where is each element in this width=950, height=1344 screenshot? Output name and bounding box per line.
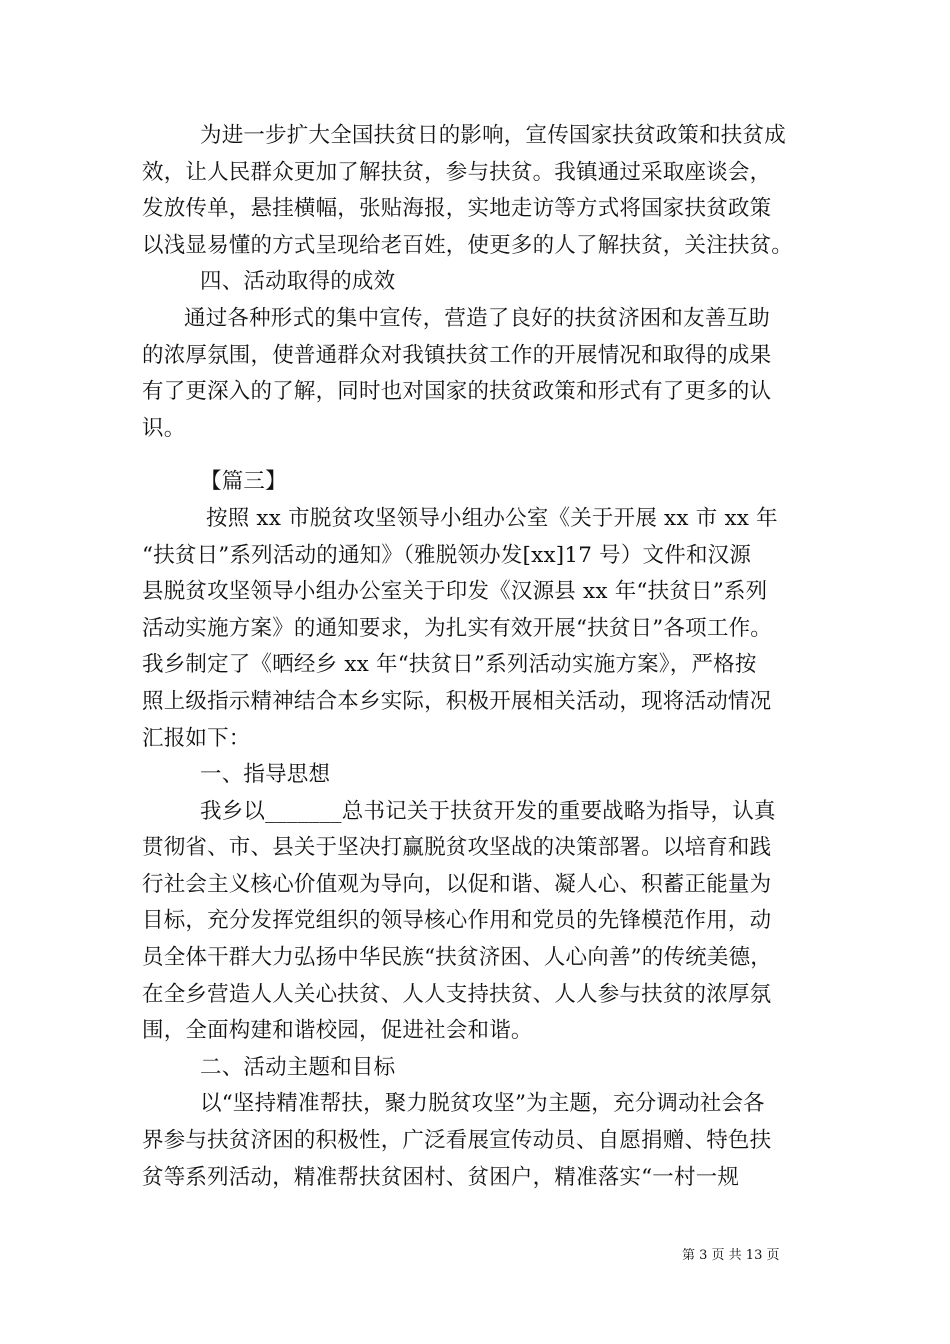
paragraph-line: “扶贫日”系列活动的通知》（雅脱领办发[xx]17 号）文件和汉源	[142, 542, 752, 568]
paragraph-line: 通过各种形式的集中宣传，营造了良好的扶贫济困和友善互助	[184, 305, 770, 331]
page-number: 第 3 页 共 13 页	[682, 1248, 780, 1263]
document-body	[142, 118, 832, 1196]
section-heading: 二、活动主题和目标	[200, 1054, 396, 1080]
paragraph-line: 县脱贫攻坚领导小组办公室关于印发《汉源县 xx 年“扶贫日”系列	[142, 579, 768, 605]
paragraph-line: 汇报如下：	[142, 725, 251, 751]
section-gap	[142, 447, 832, 464]
paragraph-line: 识。	[142, 415, 186, 441]
paragraph-line: 有了更深入的了解，同时也对国家的扶贫政策和形式有了更多的认	[142, 379, 772, 405]
paragraph-line: 我乡制定了《晒经乡 xx 年“扶贫日”系列活动实施方案》，严格按	[142, 652, 757, 678]
paragraph-line: 贯彻省、市、县关于坚决打赢脱贫攻坚战的决策部署。以培育和践	[142, 835, 772, 861]
section-title: 【篇三】	[200, 469, 287, 495]
paragraph-line: 发放传单，悬挂横幅，张贴海报，实地走访等方式将国家扶贫政策	[142, 196, 772, 222]
paragraph-line: 界参与扶贫济困的积极性，广泛看展宣传动员、自愿捐赠、特色扶	[142, 1128, 772, 1154]
paragraph-line: 照上级指示精神结合本乡实际，积极开展相关活动，现将活动情况	[142, 688, 772, 714]
paragraph-line: 活动实施方案》的通知要求，为扎实有效开展“扶贫日”各项工作。	[142, 615, 772, 641]
paragraph-line: 围，全面构建和谐校园，促进社会和谐。	[142, 1018, 533, 1044]
section-heading: 四、活动取得的成效	[200, 269, 396, 295]
paragraph-line: 以浅显易懂的方式呈现给老百姓，使更多的人了解扶贫，关注扶贫。	[142, 232, 794, 258]
paragraph-line: 的浓厚氛围，使普通群众对我镇扶贫工作的开展情况和取得的成果	[142, 342, 772, 368]
paragraph-line: 贫等系列活动，精准帮扶贫困村、贫困户，精准落实“一村一规	[142, 1164, 740, 1190]
paragraph-line: 员全体干群大力弘扬中华民族“扶贫济困、人心向善”的传统美德，	[142, 945, 772, 971]
section-heading: 一、指导思想	[200, 762, 331, 788]
paragraph-line: 按照 xx 市脱贫攻坚领导小组办公室《关于开展 xx 市 xx 年	[206, 505, 778, 531]
paragraph-line: 以“坚持精准帮扶，聚力脱贫攻坚”为主题，充分调动社会各	[200, 1091, 765, 1117]
paragraph-line: 为进一步扩大全国扶贫日的影响，宣传国家扶贫政策和扶贫成	[200, 123, 786, 148]
paragraph-line: 在全乡营造人人关心扶贫、人人支持扶贫、人人参与扶贫的浓厚氛	[142, 981, 772, 1007]
paragraph-line: 我乡以_______总书记关于扶贫开发的重要战略为指导，认真	[200, 798, 776, 824]
paragraph-line: 效，让人民群众更加了解扶贫，参与扶贫。我镇通过采取座谈会，	[142, 159, 772, 185]
paragraph-line: 目标，充分发挥党组织的领导核心作用和党员的先锋模范作用，动	[142, 908, 772, 934]
paragraph-line: 行社会主义核心价值观为导向，以促和谐、凝人心、积蓄正能量为	[142, 871, 772, 897]
